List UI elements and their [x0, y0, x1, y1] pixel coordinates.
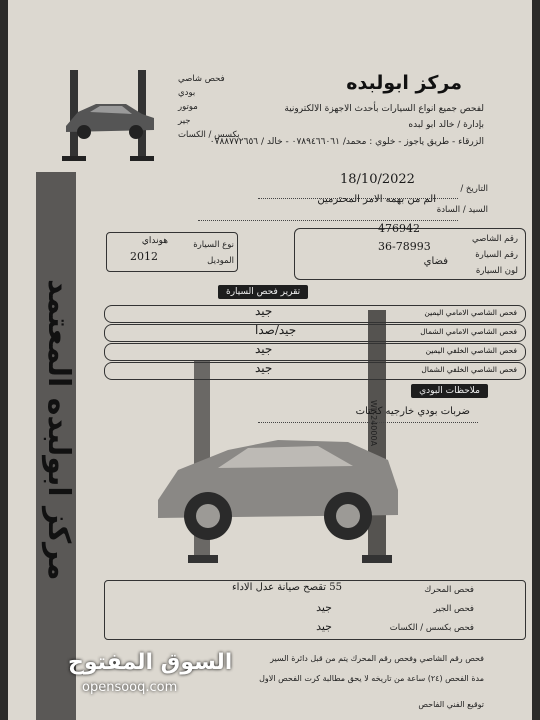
lift-model-label: WL-24000A: [369, 400, 378, 447]
check-value: 55 تقصح صيانة عدل الاداء: [231, 582, 342, 593]
center-title: مركز ابولبده: [346, 72, 462, 94]
report-row-value: جيد: [255, 342, 273, 356]
inspection-form-page: [8, 0, 532, 720]
report-row: [104, 343, 526, 361]
report-header: تقرير فحص السيارة: [218, 285, 308, 299]
report-row: [104, 362, 526, 380]
check-label: فحص الجير: [433, 604, 474, 614]
footer-signature-label: توقيع الفني الفاحص: [418, 700, 484, 709]
body-notes-header: ملاحظات البودي: [411, 384, 488, 398]
model-value: 2012: [130, 250, 158, 263]
report-row-label: فحص الشاصي الخلفي الشمال: [421, 365, 517, 374]
plate-label: رقم السيارة: [475, 250, 518, 260]
footer-note-2: مدة الفحص (٢٤) ساعة من تاريخه لا يحق مطالبة كرت الفحص الاول: [259, 674, 484, 683]
chassis-value: 476942: [378, 222, 420, 235]
side-stamp-text: مركز ابولبده المعتمد: [41, 279, 76, 581]
plate-value: 36-78993: [378, 240, 431, 253]
report-row: [104, 305, 526, 323]
mr-line: [198, 210, 458, 221]
date-value: 18/10/2022: [340, 172, 415, 187]
chassis-label: رقم الشاصي: [472, 234, 518, 244]
watermark-arabic: السوق المفتوح: [68, 650, 233, 675]
report-row: [104, 324, 526, 342]
report-row-value: جيد: [255, 361, 273, 375]
car-lift-logo-icon: [56, 68, 164, 162]
service-item: بودي: [178, 88, 196, 98]
check-value: جيد: [316, 620, 332, 633]
date-label: التاريخ /: [460, 184, 488, 194]
body-notes-line: [258, 418, 478, 423]
check-value: جيد: [316, 601, 332, 614]
model-label: الموديل: [207, 256, 234, 266]
color-label: لون السيارة: [475, 266, 518, 276]
service-item: فحص شاصي: [178, 74, 225, 84]
center-management: بإدارة / خالد ابو لبده: [408, 120, 484, 130]
footer-note-1: فحص رقم الشاصي وفحص رقم المحرك يتم من قبل دائرة السير: [270, 654, 484, 663]
report-row-label: فحص الشاصي الامامي اليمين: [424, 308, 517, 317]
service-item: جير: [178, 116, 191, 126]
color-value: فضاي: [423, 256, 448, 267]
make-model-box: [106, 232, 238, 272]
check-label: فحص المحرك: [424, 585, 474, 595]
make-label: نوع السيارة: [193, 240, 234, 250]
body-notes-text: ضربات بودي خارجيه كحتات: [355, 406, 470, 417]
watermark-latin: opensooq.com: [82, 680, 178, 695]
mr-label: السيد / السادة: [436, 205, 488, 215]
report-row-label: فحص الشاصي الخلفي اليمين: [425, 346, 517, 355]
center-subtitle: لفحص جميع انواع السيارات بأحدث الاجهزة الالكترونية: [284, 104, 484, 114]
make-value: هونداي: [141, 236, 168, 246]
report-row-value: جيد/صدا: [255, 323, 297, 337]
mr-value: الم من بهمه الامر المحترمين: [317, 194, 436, 205]
service-item: بكسس / الكسات: [178, 130, 240, 140]
report-row-value: جيد: [255, 304, 273, 318]
check-label: فحص بكسس / الكسات: [389, 623, 474, 633]
report-row-label: فحص الشاصي الامامي الشمال: [420, 327, 517, 336]
service-item: موتور: [178, 102, 198, 112]
center-address: الزرقاء - طريق ياجوز - خلوي : محمد/ ٠٧٨٩٤٦٦٠٦١ - خالد / ٠٧٨٨٧٧٢٦٥٦: [209, 137, 484, 147]
